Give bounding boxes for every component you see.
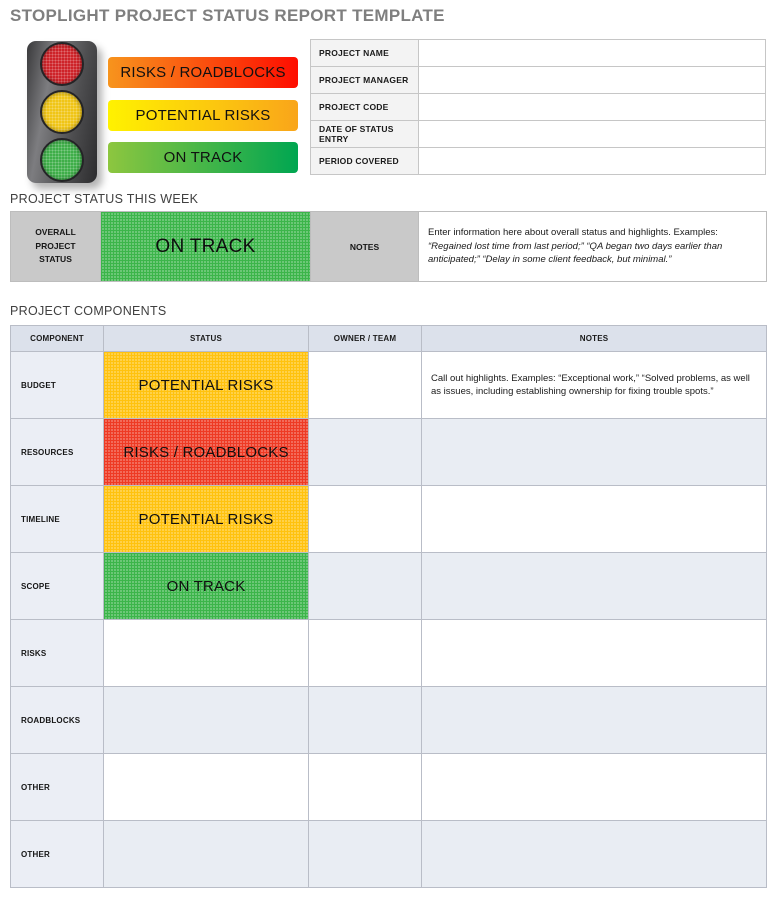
project-name-label: PROJECT NAME	[311, 40, 419, 67]
project-info-row	[311, 67, 766, 94]
legend-badge-potential-risks	[108, 100, 298, 131]
project-manager-field[interactable]	[419, 67, 766, 94]
stoplight-graphic	[27, 41, 97, 183]
component-row-other-2	[11, 821, 767, 888]
components-header-row	[11, 326, 767, 352]
component-row-other-1	[11, 754, 767, 821]
component-label: TIMELINE	[11, 486, 104, 553]
legend-badge-on-track	[108, 142, 298, 173]
status-legend	[108, 57, 298, 185]
status-cell: POTENTIAL RISKS	[104, 486, 309, 553]
owner-field[interactable]	[309, 754, 422, 821]
project-code-label: PROJECT CODE	[311, 94, 419, 121]
header-notes: NOTES	[422, 326, 767, 352]
weekly-status-table	[10, 211, 767, 282]
header-owner-team: OWNER / TEAM	[309, 326, 422, 352]
component-label: OTHER	[11, 754, 104, 821]
component-label: RESOURCES	[11, 419, 104, 486]
header-status: STATUS	[104, 326, 309, 352]
legend-badge-risks-roadblocks	[108, 57, 298, 88]
notes-field[interactable]	[422, 553, 767, 620]
project-info-row	[311, 148, 766, 175]
owner-field[interactable]	[309, 687, 422, 754]
component-label: SCOPE	[11, 553, 104, 620]
component-label: ROADBLOCKS	[11, 687, 104, 754]
notes-field[interactable]	[422, 419, 767, 486]
component-row-timeline	[11, 486, 767, 553]
owner-field[interactable]	[309, 620, 422, 687]
component-label: OTHER	[11, 821, 104, 888]
project-code-field[interactable]	[419, 94, 766, 121]
date-of-status-entry-field[interactable]	[419, 121, 766, 148]
period-covered-label: PERIOD COVERED	[311, 148, 419, 175]
section-title-components: PROJECT COMPONENTS	[10, 304, 167, 318]
status-cell[interactable]	[104, 754, 309, 821]
project-components-table	[10, 325, 767, 888]
owner-field[interactable]	[309, 419, 422, 486]
notes-field[interactable]	[422, 486, 767, 553]
overall-status-value: ON TRACK	[101, 212, 311, 282]
project-info-row	[311, 94, 766, 121]
project-info-row	[311, 121, 766, 148]
legend-label-potential-risks: POTENTIAL RISKS	[135, 106, 271, 124]
project-info-row	[311, 40, 766, 67]
date-of-status-entry-label: DATE OF STATUS ENTRY	[311, 121, 419, 148]
status-cell: ON TRACK	[104, 553, 309, 620]
header-component: COMPONENT	[11, 326, 104, 352]
weekly-notes-intro: Enter information here about overall status and highlights. Examples:	[428, 227, 718, 239]
notes-field[interactable]	[422, 821, 767, 888]
weekly-notes-label: NOTES	[311, 212, 419, 282]
period-covered-field[interactable]	[419, 148, 766, 175]
green-light-icon	[40, 138, 84, 182]
notes-field[interactable]	[422, 620, 767, 687]
red-light-icon	[40, 42, 84, 86]
status-cell[interactable]	[104, 821, 309, 888]
owner-field[interactable]	[309, 486, 422, 553]
project-info-table	[310, 39, 766, 175]
weekly-notes-examples: “Regained lost time from last period;” “QA began two days earlier than anticipated;” “Delay in some client feedback, but minimal.”	[428, 240, 723, 266]
project-name-field[interactable]	[419, 40, 766, 67]
section-title-status-week: PROJECT STATUS THIS WEEK	[10, 192, 199, 206]
component-row-roadblocks	[11, 687, 767, 754]
component-row-scope	[11, 553, 767, 620]
status-cell: POTENTIAL RISKS	[104, 352, 309, 419]
notes-field[interactable]	[422, 754, 767, 821]
status-cell[interactable]	[104, 620, 309, 687]
legend-label-risks-roadblocks: RISKS / ROADBLOCKS	[120, 64, 286, 81]
component-label: RISKS	[11, 620, 104, 687]
weekly-status-row	[11, 212, 767, 282]
page-title: STOPLIGHT PROJECT STATUS REPORT TEMPLATE	[10, 6, 445, 25]
yellow-light-icon	[40, 90, 84, 134]
legend-label-on-track: ON TRACK	[163, 149, 243, 166]
overall-project-status-label: OVERALL PROJECT STATUS	[11, 212, 101, 282]
owner-field[interactable]	[309, 352, 422, 419]
notes-field[interactable]: Call out highlights. Examples: “Exceptional work,” “Solved problems, as well as issues, including establishing ownership for fixing trouble spots.”	[422, 352, 767, 419]
component-label: BUDGET	[11, 352, 104, 419]
weekly-notes-field[interactable]	[419, 212, 767, 282]
notes-field[interactable]	[422, 687, 767, 754]
status-cell: RISKS / ROADBLOCKS	[104, 419, 309, 486]
component-row-budget	[11, 352, 767, 419]
owner-field[interactable]	[309, 553, 422, 620]
owner-field[interactable]	[309, 821, 422, 888]
component-row-resources	[11, 419, 767, 486]
status-cell[interactable]	[104, 687, 309, 754]
project-manager-label: PROJECT MANAGER	[311, 67, 419, 94]
component-row-risks	[11, 620, 767, 687]
